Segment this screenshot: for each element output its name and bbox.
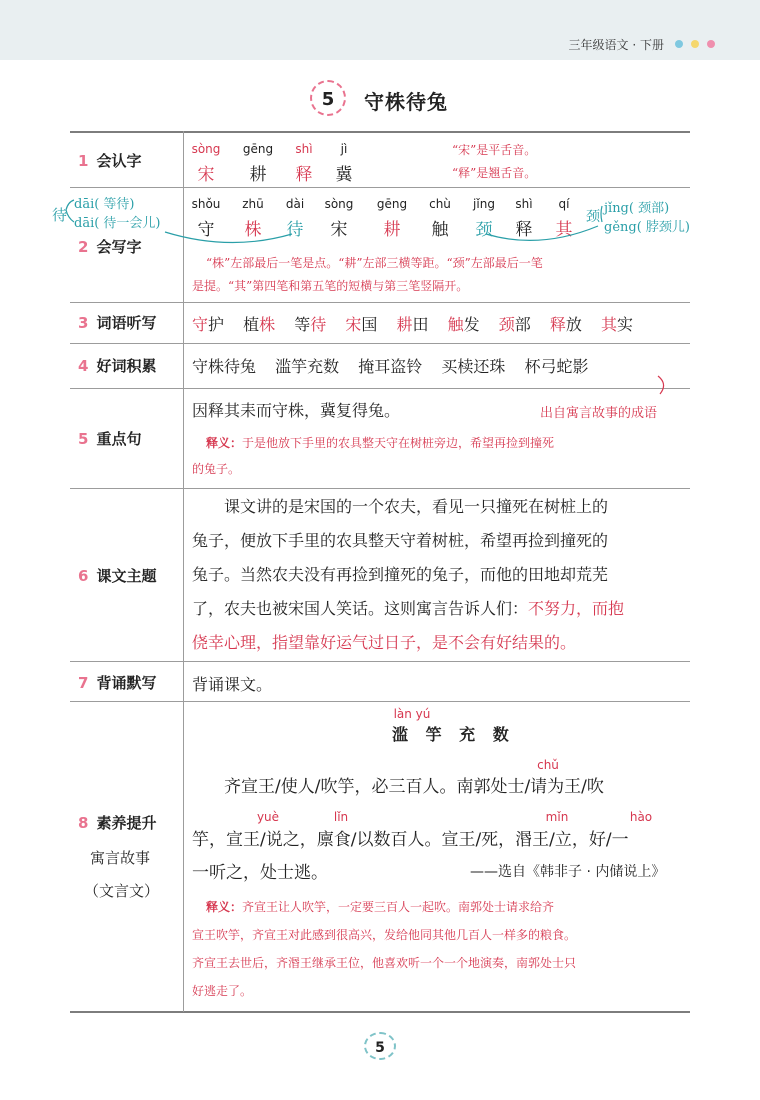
row-label-3: 3 词语听写 bbox=[78, 314, 157, 332]
char: 宋 bbox=[330, 220, 348, 240]
char: 守 bbox=[197, 220, 215, 240]
annot-char-left: 待 bbox=[52, 206, 68, 224]
write-note-2: 是提。“其”第四笔和第五笔的短横与第三笔竖隔开。 bbox=[192, 279, 469, 293]
row-label-1: 1 会认字 bbox=[78, 152, 142, 170]
recite-text: 背诵课文。 bbox=[192, 675, 273, 694]
row-label-2: 2 会写字 bbox=[78, 238, 142, 256]
theme-line: 侥幸心理，指望靠好运气过日子，是不会有好结果的。 bbox=[192, 633, 577, 652]
ancient-line-3: 一听之，处士逃。 bbox=[192, 863, 328, 883]
idiom: 买椟还珠 bbox=[441, 357, 506, 376]
row-label-7: 7 背诵默写 bbox=[78, 674, 157, 692]
char: 其 bbox=[555, 220, 573, 240]
title-pinyin: làn yú bbox=[393, 707, 431, 721]
char: 株 bbox=[244, 220, 262, 240]
pinyin: qí bbox=[558, 197, 570, 211]
row-8-subtitle-1: 寓言故事 bbox=[90, 849, 151, 867]
idiom: 守株待兔 bbox=[192, 357, 257, 376]
ancient-source: ——选自《韩非子 · 内储说上》 bbox=[470, 864, 666, 880]
pinyin: jǐng bbox=[473, 197, 495, 211]
theme-line: 课文讲的是宋国的一个农夫，看见一只撞死在树桩上的 bbox=[224, 497, 609, 516]
ancient-line-1: 齐宣王/使人/吹竽，必三百人。南郭处士/请为王/吹 bbox=[224, 777, 604, 797]
char: 待 bbox=[286, 220, 304, 240]
char: 耕 bbox=[249, 165, 267, 185]
pinyin: gēng bbox=[376, 197, 408, 211]
pinyin: shǒu bbox=[191, 197, 221, 211]
pinyin: shì bbox=[295, 142, 313, 156]
pinyin: gēng bbox=[242, 142, 274, 156]
pinyin: chù bbox=[429, 197, 451, 211]
dictation-word: 守护 bbox=[192, 315, 225, 334]
pinyin: yuè bbox=[256, 810, 280, 824]
char: 宋 bbox=[197, 165, 215, 185]
theme-paragraph bbox=[192, 490, 692, 660]
key-sentence: 因释其耒而守株，冀复得兔。 bbox=[192, 401, 401, 420]
series-label: 三年级语文 · 下册 bbox=[568, 38, 664, 52]
row-label-5: 5 重点句 bbox=[78, 430, 142, 448]
pinyin: jì bbox=[340, 142, 348, 156]
pinyin: hào bbox=[629, 810, 653, 824]
char: 冀 bbox=[335, 165, 353, 185]
extension-explanation-3: 齐宣王去世后，齐湣王继承王位，他喜欢听一个一个地演奏，南郭处士只 bbox=[192, 956, 577, 970]
ancient-text-title: 滥 竽 充 数 bbox=[392, 725, 515, 744]
extension-explanation-4: 好逃走了。 bbox=[192, 984, 253, 998]
idiom: 滥竽充数 bbox=[275, 357, 340, 376]
annot-left-1: dāi( 等待) bbox=[74, 197, 135, 212]
dictation-word: 颈部 bbox=[498, 315, 531, 334]
dictation-word: 其实 bbox=[601, 315, 634, 334]
dictation-word: 耕田 bbox=[396, 315, 429, 334]
annot-right-1: jǐng( 颈部) bbox=[604, 201, 670, 216]
lesson-number-badge: 5 bbox=[310, 80, 346, 116]
pinyin: dài bbox=[285, 197, 305, 211]
write-note-1: “株”左部最后一笔是点。“耕”左部三横等距。“颈”左部最后一笔 bbox=[206, 256, 543, 270]
char: 释 bbox=[515, 220, 533, 240]
dictation-word: 植株 bbox=[243, 315, 276, 334]
dictation-word: 触发 bbox=[447, 315, 480, 334]
lesson-title: 守株待兔 bbox=[364, 90, 448, 114]
annot-left-2: dāi( 待一会儿) bbox=[74, 216, 161, 231]
good-words bbox=[192, 354, 602, 377]
row-label-8: 8 素养提升 bbox=[78, 814, 157, 832]
char: 释 bbox=[295, 165, 313, 185]
char: 触 bbox=[431, 220, 449, 240]
pinyin: chǔ bbox=[537, 758, 559, 772]
theme-line: 了，农夫也被宋国人笑话。这则寓言告诉人们：不努力，而抱 bbox=[192, 599, 625, 618]
recognize-note-2: “释”是翘舌音。 bbox=[452, 166, 537, 180]
idiom: 掩耳盗铃 bbox=[358, 357, 423, 376]
row-8-subtitle-2: （文言文） bbox=[84, 882, 160, 900]
pinyin: shì bbox=[515, 197, 533, 211]
row-label-6: 6 课文主题 bbox=[78, 567, 157, 585]
extension-explanation-2: 宣王吹竽，齐宣王对此感到很高兴，发给他同其他几百人一样多的粮食。 bbox=[192, 928, 577, 942]
pinyin: sòng bbox=[324, 197, 354, 211]
char: 颈 bbox=[475, 220, 493, 240]
char: 耕 bbox=[383, 220, 401, 240]
dictation-word: 等待 bbox=[294, 315, 327, 334]
annot-right-2: gěng( 脖颈儿) bbox=[604, 220, 690, 235]
dictation-words bbox=[192, 312, 647, 335]
key-sentence-explanation-2: 的兔子。 bbox=[192, 462, 241, 476]
extension-explanation-1: 释义：齐宣王让人吹竽，一定要三百人一起吹。南郭处士请求给齐 bbox=[206, 900, 555, 914]
idiom: 杯弓蛇影 bbox=[524, 357, 589, 376]
key-sentence-explanation-1: 释义：于是他放下手里的农具整天守在树桩旁边，希望再捡到撞死 bbox=[206, 436, 555, 450]
idiom-source-note: 出自寓言故事的成语 bbox=[540, 406, 658, 421]
row-label-4: 4 好词积累 bbox=[78, 357, 157, 375]
pinyin: zhū bbox=[242, 197, 264, 211]
theme-line: 兔子，便放下手里的农具整天守着树桩，希望再捡到撞死的 bbox=[192, 531, 609, 550]
page-number: 5 bbox=[364, 1032, 396, 1060]
recognize-note-1: “宋”是平舌音。 bbox=[452, 143, 537, 157]
ancient-line-2: 竽，宣王/说之，廪食/以数百人。宣王/死，湣王/立，好/一 bbox=[192, 830, 629, 850]
pinyin: lǐn bbox=[333, 810, 349, 824]
annot-char-right: 颈 bbox=[586, 209, 600, 225]
dictation-word: 宋国 bbox=[345, 315, 378, 334]
theme-line: 兔子。当然农夫没有再捡到撞死的兔子，而他的田地却荒芜 bbox=[192, 565, 609, 584]
dictation-word: 释放 bbox=[549, 315, 582, 334]
pinyin: sòng bbox=[191, 142, 221, 156]
pinyin: mǐn bbox=[545, 810, 569, 824]
